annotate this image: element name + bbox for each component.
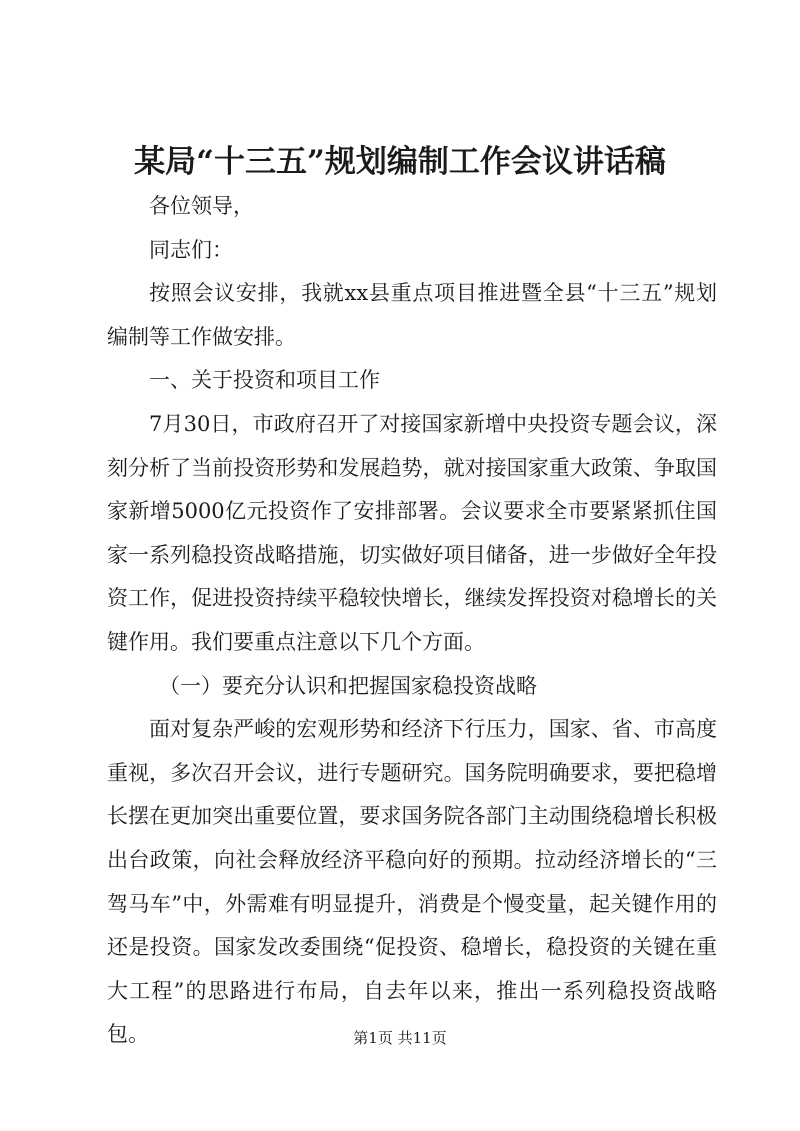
document-title: 某局“十三五”规划编制工作会议讲话稿	[134, 144, 666, 180]
section-heading-1: 一、关于投资和项目工作	[149, 368, 380, 393]
document-body	[107, 185, 717, 1057]
paragraph-macro: 面对复杂严峻的宏观形势和经济下行压力，国家、省、市高度重视，多次召开会议，进行专题研究。国务院明确要求，要把稳增长摆在更加突出重要位置，要求国务院各部门主动围绕稳增长积极出台政策，向社会释放经济平稳向好的预期。拉动经济增长的“三驾马车”中，外需难有明显提升，消费是个慢变量，起关键作用的还是投资。国家发改委围绕“促投资、稳增长，稳投资的关键在重大工程”的思路进行布局，自去年以来，推出一系列稳投资战略包。	[107, 717, 717, 1047]
salutation-comrades: 同志们：	[149, 237, 233, 262]
subsection-heading-1: （一）要充分认识和把握国家稳投资战略	[159, 673, 537, 698]
paragraph-meeting: 7月30日，市政府召开了对接国家新增中央投资专题会议，深刻分析了当前投资形势和发展趋势，就对接国家重大政策、争取国家新增5000亿元投资作了安排部署。会议要求全市要紧紧抓住国家一系列稳投资战略措施，切实做好项目储备，进一步做好全年投资工作，促进投资持续平稳较快增长，继续发挥投资对稳增长的关键作用。我们要重点注意以下几个方面。	[107, 411, 717, 654]
intro-paragraph: 按照会议安排，我就xx县重点项目推进暨全县“十三五”规划编制等工作做安排。	[107, 281, 717, 349]
page-footer: 第1页 共11页	[353, 1029, 447, 1047]
salutation-leaders: 各位领导，	[149, 194, 254, 218]
